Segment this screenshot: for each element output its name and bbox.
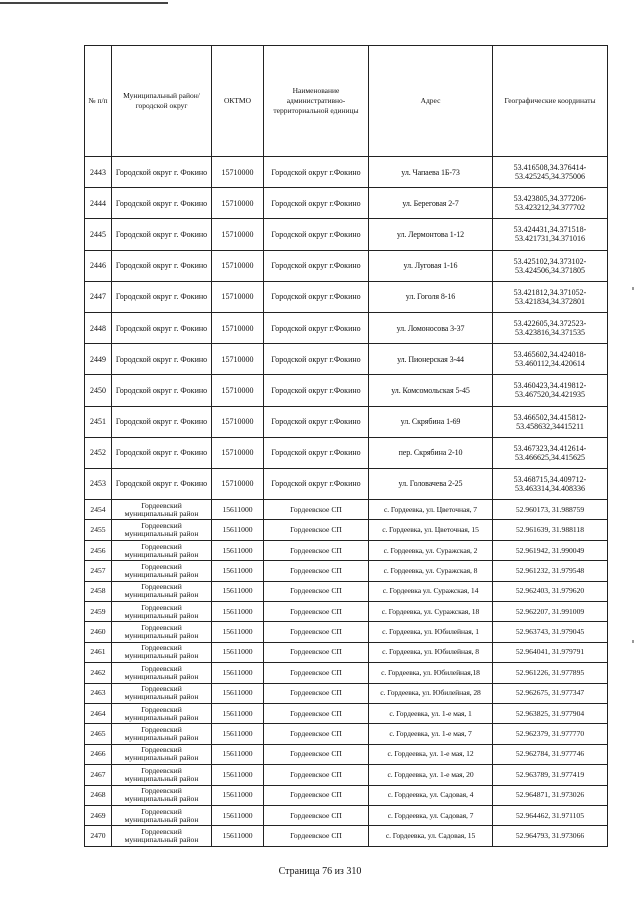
- cell-unit: Гордеевское СП: [264, 663, 369, 683]
- cell-unit: Городской округ г.Фокино: [264, 406, 369, 437]
- cell-oktmo: 15611000: [212, 622, 264, 642]
- cell-oktmo: 15710000: [212, 281, 264, 312]
- cell-district: Гордеевский муниципальный район: [112, 785, 212, 805]
- cell-coordinates: 52.960173, 31.988759: [493, 500, 608, 520]
- scan-mark: [632, 640, 634, 643]
- cell-address: ул. Комсомольская 5-45: [369, 375, 493, 406]
- top-rule: [0, 2, 168, 4]
- table-row: [85, 703, 608, 723]
- cell-address: с. Гордеевка, ул. Цветочная, 7: [369, 500, 493, 520]
- cell-coordinates: 52.964041, 31.979791: [493, 642, 608, 662]
- cell-coordinates: 53.460423,34.419812-53.467520,34.421935: [493, 375, 608, 406]
- cell-oktmo: 15710000: [212, 375, 264, 406]
- table-row: [85, 744, 608, 764]
- table-row: [85, 602, 608, 622]
- cell-coordinates: 53.466502,34.415812-53.458632,34415211: [493, 406, 608, 437]
- cell-district: Гордеевский муниципальный район: [112, 561, 212, 581]
- header-address: Адрес: [369, 46, 493, 157]
- cell-number: 2458: [85, 581, 112, 601]
- cell-coordinates: 52.964462, 31.971105: [493, 805, 608, 825]
- cell-address: ул. Ломоносова 3-37: [369, 312, 493, 343]
- cell-oktmo: 15611000: [212, 724, 264, 744]
- cell-district: Городской округ г. Фокино: [112, 344, 212, 375]
- cell-oktmo: 15611000: [212, 642, 264, 662]
- cell-coordinates: 53.468715,34.409712-53.463314,34.408336: [493, 468, 608, 499]
- cell-number: 2455: [85, 520, 112, 540]
- cell-district: Городской округ г. Фокино: [112, 375, 212, 406]
- cell-unit: Гордеевское СП: [264, 703, 369, 723]
- cell-oktmo: 15611000: [212, 520, 264, 540]
- cell-oktmo: 15710000: [212, 468, 264, 499]
- cell-district: Гордеевский муниципальный район: [112, 642, 212, 662]
- cell-address: ул. Головачева 2-25: [369, 468, 493, 499]
- cell-district: Гордеевский муниципальный район: [112, 663, 212, 683]
- header-row: [85, 46, 608, 157]
- cell-address: ул. Гоголя 8-16: [369, 281, 493, 312]
- cell-unit: Гордеевское СП: [264, 785, 369, 805]
- cell-address: с. Гордеевка, ул. Юбилейная,18: [369, 663, 493, 683]
- cell-district: Гордеевский муниципальный район: [112, 744, 212, 764]
- cell-district: Городской округ г. Фокино: [112, 188, 212, 219]
- cell-number: 2467: [85, 765, 112, 785]
- table-row: [85, 805, 608, 825]
- table-row: [85, 188, 608, 219]
- cell-district: Гордеевский муниципальный район: [112, 724, 212, 744]
- table-row: [85, 157, 608, 188]
- cell-coordinates: 52.962379, 31.977770: [493, 724, 608, 744]
- table-row: [85, 826, 608, 846]
- cell-number: 2463: [85, 683, 112, 703]
- cell-address: с. Гордеевка ул. Суражская, 14: [369, 581, 493, 601]
- cell-district: Городской округ г. Фокино: [112, 157, 212, 188]
- table-row: [85, 785, 608, 805]
- page-footer: Страница 76 из 310: [278, 866, 362, 877]
- cell-address: ул. Пионерская 3-44: [369, 344, 493, 375]
- cell-coordinates: 52.963789, 31.977419: [493, 765, 608, 785]
- cell-district: Гордеевский муниципальный район: [112, 805, 212, 825]
- cell-district: Гордеевский муниципальный район: [112, 500, 212, 520]
- cell-number: 2447: [85, 281, 112, 312]
- registry-table: [84, 45, 608, 847]
- cell-coordinates: 53.425102,34.373102-53.424506,34.371805: [493, 250, 608, 281]
- header-number: № п/п: [85, 46, 112, 157]
- cell-unit: Гордеевское СП: [264, 744, 369, 764]
- cell-unit: Городской округ г.Фокино: [264, 468, 369, 499]
- cell-number: 2456: [85, 540, 112, 560]
- cell-district: Городской округ г. Фокино: [112, 312, 212, 343]
- cell-coordinates: 52.961232, 31.979548: [493, 561, 608, 581]
- cell-oktmo: 15611000: [212, 540, 264, 560]
- cell-number: 2449: [85, 344, 112, 375]
- cell-address: с. Гордеевка, ул. Юбилейная, 28: [369, 683, 493, 703]
- table-row: [85, 437, 608, 468]
- table-body: [85, 157, 608, 847]
- cell-number: 2450: [85, 375, 112, 406]
- cell-coordinates: 53.423805,34.377206-53.423212,34.377702: [493, 188, 608, 219]
- cell-oktmo: 15611000: [212, 744, 264, 764]
- cell-address: ул. Береговая 2-7: [369, 188, 493, 219]
- cell-oktmo: 15710000: [212, 437, 264, 468]
- table-row: [85, 468, 608, 499]
- header-coordinates: Географические координаты: [493, 46, 608, 157]
- table-row: [85, 281, 608, 312]
- cell-district: Гордеевский муниципальный район: [112, 520, 212, 540]
- cell-number: 2461: [85, 642, 112, 662]
- table-row: [85, 344, 608, 375]
- cell-address: с. Гордеевка, ул. 1-е мая, 20: [369, 765, 493, 785]
- cell-district: Гордеевский муниципальный район: [112, 622, 212, 642]
- cell-oktmo: 15710000: [212, 250, 264, 281]
- cell-coordinates: 52.961639, 31.988118: [493, 520, 608, 540]
- cell-unit: Гордеевское СП: [264, 642, 369, 662]
- cell-unit: Гордеевское СП: [264, 724, 369, 744]
- table-header: [85, 46, 608, 157]
- cell-number: 2446: [85, 250, 112, 281]
- table-row: [85, 683, 608, 703]
- cell-district: Городской округ г. Фокино: [112, 406, 212, 437]
- cell-address: с. Гордеевка, ул. Юбилейная, 1: [369, 622, 493, 642]
- cell-district: Гордеевский муниципальный район: [112, 540, 212, 560]
- cell-district: Гордеевский муниципальный район: [112, 581, 212, 601]
- cell-oktmo: 15611000: [212, 785, 264, 805]
- cell-number: 2466: [85, 744, 112, 764]
- cell-number: 2459: [85, 602, 112, 622]
- cell-unit: Городской округ г.Фокино: [264, 344, 369, 375]
- cell-address: с. Гордеевка, ул. Цветочная, 15: [369, 520, 493, 540]
- header-oktmo: ОКТМО: [212, 46, 264, 157]
- cell-oktmo: 15611000: [212, 765, 264, 785]
- cell-address: пер. Скрябина 2-10: [369, 437, 493, 468]
- table-row: [85, 406, 608, 437]
- cell-oktmo: 15611000: [212, 703, 264, 723]
- cell-coordinates: 52.964793, 31.973066: [493, 826, 608, 846]
- cell-coordinates: 52.962784, 31.977746: [493, 744, 608, 764]
- cell-unit: Городской округ г.Фокино: [264, 437, 369, 468]
- cell-coordinates: 53.424431,34.371518-53.421731,34.371016: [493, 219, 608, 250]
- cell-address: ул. Луговая 1-16: [369, 250, 493, 281]
- table-row: [85, 312, 608, 343]
- cell-number: 2460: [85, 622, 112, 642]
- table-row: [85, 250, 608, 281]
- cell-oktmo: 15611000: [212, 500, 264, 520]
- table-row: [85, 663, 608, 683]
- cell-coordinates: 52.963825, 31.977904: [493, 703, 608, 723]
- cell-number: 2453: [85, 468, 112, 499]
- cell-district: Городской округ г. Фокино: [112, 250, 212, 281]
- cell-unit: Гордеевское СП: [264, 602, 369, 622]
- cell-number: 2469: [85, 805, 112, 825]
- cell-unit: Городской округ г.Фокино: [264, 281, 369, 312]
- table-row: [85, 765, 608, 785]
- cell-coordinates: 52.963743, 31.979045: [493, 622, 608, 642]
- cell-coordinates: 53.421812,34.371052-53.421834,34.372801: [493, 281, 608, 312]
- cell-coordinates: 52.962675, 31.977347: [493, 683, 608, 703]
- cell-unit: Городской округ г.Фокино: [264, 375, 369, 406]
- cell-address: с. Гордеевка, ул. Садовая, 4: [369, 785, 493, 805]
- cell-coordinates: 52.961226, 31.977895: [493, 663, 608, 683]
- cell-number: 2452: [85, 437, 112, 468]
- cell-oktmo: 15611000: [212, 805, 264, 825]
- cell-address: с. Гордеевка, ул. Юбилейная, 8: [369, 642, 493, 662]
- cell-district: Гордеевский муниципальный район: [112, 602, 212, 622]
- cell-address: ул. Скрябина 1-69: [369, 406, 493, 437]
- cell-number: 2465: [85, 724, 112, 744]
- cell-unit: Городской округ г.Фокино: [264, 188, 369, 219]
- cell-coordinates: 53.465602,34.424018-53.460112,34.420614: [493, 344, 608, 375]
- cell-address: с. Гордеевка, ул. Суражская, 2: [369, 540, 493, 560]
- cell-oktmo: 15710000: [212, 188, 264, 219]
- cell-unit: Гордеевское СП: [264, 561, 369, 581]
- cell-oktmo: 15611000: [212, 581, 264, 601]
- cell-district: Городской округ г. Фокино: [112, 437, 212, 468]
- table-row: [85, 622, 608, 642]
- cell-oktmo: 15710000: [212, 344, 264, 375]
- header-unit: Наименование административно-территориальной единицы: [264, 46, 369, 157]
- cell-district: Гордеевский муниципальный район: [112, 826, 212, 846]
- cell-oktmo: 15710000: [212, 406, 264, 437]
- cell-number: 2457: [85, 561, 112, 581]
- cell-number: 2464: [85, 703, 112, 723]
- table-row: [85, 520, 608, 540]
- cell-unit: Гордеевское СП: [264, 540, 369, 560]
- cell-address: с. Гордеевка, ул. Садовая, 15: [369, 826, 493, 846]
- cell-district: Гордеевский муниципальный район: [112, 765, 212, 785]
- cell-unit: Городской округ г.Фокино: [264, 157, 369, 188]
- cell-coordinates: 52.964871, 31.973026: [493, 785, 608, 805]
- header-district: Муниципальный район/городской округ: [112, 46, 212, 157]
- table-row: [85, 581, 608, 601]
- table-row: [85, 219, 608, 250]
- cell-address: ул. Чапаева 1Б-73: [369, 157, 493, 188]
- table-row: [85, 561, 608, 581]
- cell-coordinates: 52.961942, 31.990049: [493, 540, 608, 560]
- cell-unit: Гордеевское СП: [264, 520, 369, 540]
- cell-number: 2448: [85, 312, 112, 343]
- table-row: [85, 642, 608, 662]
- cell-coordinates: 52.962403, 31.979620: [493, 581, 608, 601]
- cell-district: Гордеевский муниципальный район: [112, 683, 212, 703]
- cell-number: 2454: [85, 500, 112, 520]
- cell-coordinates: 53.416508,34.376414-53.425245,34.375006: [493, 157, 608, 188]
- scan-mark: [632, 287, 634, 290]
- cell-unit: Гордеевское СП: [264, 683, 369, 703]
- cell-unit: Гордеевское СП: [264, 622, 369, 642]
- cell-address: с. Гордеевка, ул. 1-е мая, 12: [369, 744, 493, 764]
- cell-district: Гордеевский муниципальный район: [112, 703, 212, 723]
- cell-coordinates: 52.962207, 31.991009: [493, 602, 608, 622]
- table-row: [85, 500, 608, 520]
- cell-unit: Гордеевское СП: [264, 826, 369, 846]
- cell-address: с. Гордеевка, ул. Садовая, 7: [369, 805, 493, 825]
- cell-number: 2443: [85, 157, 112, 188]
- cell-address: с. Гордеевка, ул. Суражская, 18: [369, 602, 493, 622]
- cell-unit: Гордеевское СП: [264, 805, 369, 825]
- cell-oktmo: 15611000: [212, 663, 264, 683]
- cell-unit: Городской округ г.Фокино: [264, 219, 369, 250]
- cell-coordinates: 53.422605,34.372523-53.423816,34.371535: [493, 312, 608, 343]
- table-row: [85, 375, 608, 406]
- cell-number: 2451: [85, 406, 112, 437]
- cell-oktmo: 15611000: [212, 602, 264, 622]
- cell-oktmo: 15710000: [212, 219, 264, 250]
- cell-oktmo: 15611000: [212, 826, 264, 846]
- cell-district: Городской округ г. Фокино: [112, 219, 212, 250]
- cell-oktmo: 15710000: [212, 157, 264, 188]
- cell-address: с. Гордеевка, ул. 1-е мая, 7: [369, 724, 493, 744]
- cell-district: Городской округ г. Фокино: [112, 281, 212, 312]
- table-row: [85, 540, 608, 560]
- table-row: [85, 724, 608, 744]
- cell-unit: Городской округ г.Фокино: [264, 250, 369, 281]
- cell-oktmo: 15611000: [212, 683, 264, 703]
- cell-oktmo: 15611000: [212, 561, 264, 581]
- cell-number: 2462: [85, 663, 112, 683]
- cell-unit: Гордеевское СП: [264, 500, 369, 520]
- cell-district: Городской округ г. Фокино: [112, 468, 212, 499]
- cell-oktmo: 15710000: [212, 312, 264, 343]
- cell-coordinates: 53.467323,34.412614-53.466625,34.415625: [493, 437, 608, 468]
- cell-address: ул. Лермонтова 1-12: [369, 219, 493, 250]
- cell-unit: Гордеевское СП: [264, 765, 369, 785]
- cell-unit: Гордеевское СП: [264, 581, 369, 601]
- cell-number: 2444: [85, 188, 112, 219]
- cell-address: с. Гордеевка, ул. 1-е мая, 1: [369, 703, 493, 723]
- cell-unit: Городской округ г.Фокино: [264, 312, 369, 343]
- cell-number: 2468: [85, 785, 112, 805]
- cell-address: с. Гордеевка, ул. Суражская, 8: [369, 561, 493, 581]
- cell-number: 2470: [85, 826, 112, 846]
- cell-number: 2445: [85, 219, 112, 250]
